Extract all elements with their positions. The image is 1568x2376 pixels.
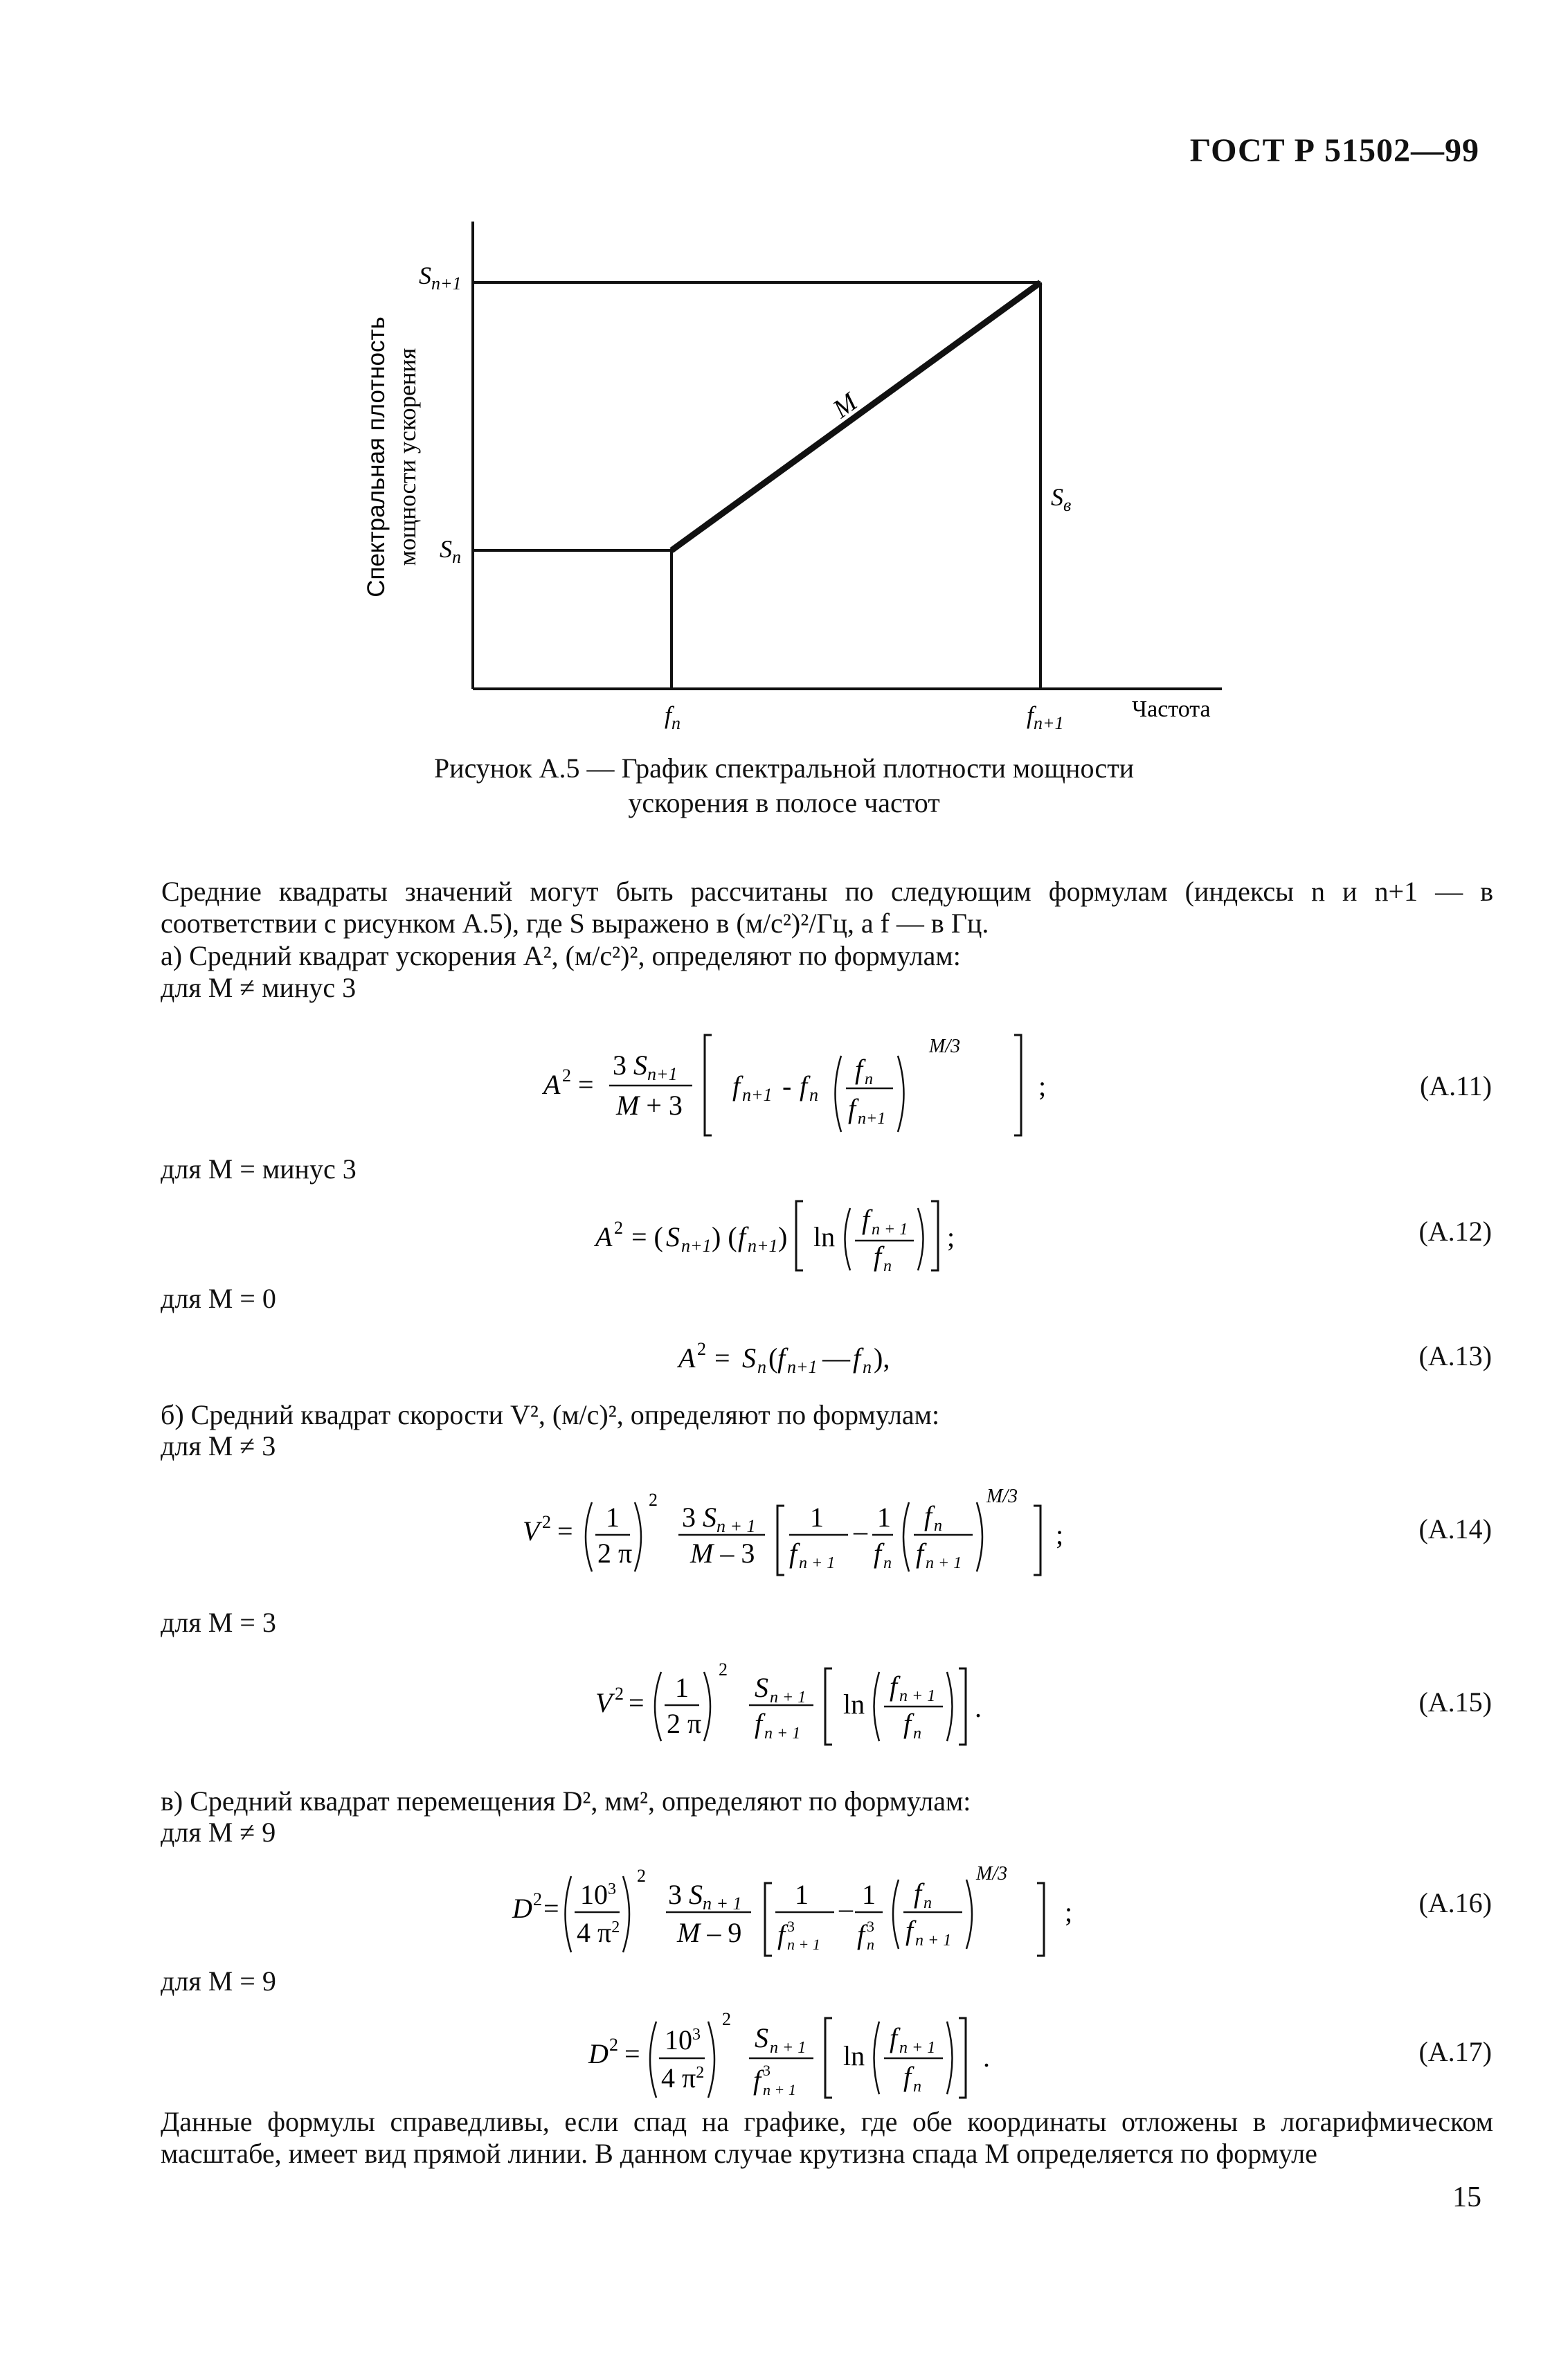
equation-number-a11: (А.11)	[1419, 1070, 1492, 1101]
svg-text:f: f	[732, 1070, 741, 1101]
svg-text:1: 1	[862, 1879, 876, 1910]
final-paragraph	[161, 2106, 1493, 2170]
svg-text:D: D	[588, 2038, 609, 2069]
svg-text:A: A	[595, 1221, 613, 1252]
intro-line1: Средние квадраты значений могут быть рассчитаны по следующим формулам (индексы n и n+1 — в	[161, 876, 1493, 907]
svg-text:n + 1: n + 1	[770, 1689, 806, 1707]
svg-text:f: f	[753, 2064, 762, 2096]
svg-text:f: f	[738, 1221, 746, 1252]
svg-text:n + 1: n + 1	[899, 2039, 936, 2057]
svg-text:f: f	[862, 1204, 870, 1235]
tick-label-s-n: $S_n$	[440, 535, 461, 567]
c-condition-1: для M ≠ 9	[161, 1817, 276, 1848]
svg-text:) (: ) (	[712, 1221, 737, 1252]
page-number: 15	[1452, 2181, 1481, 2213]
svg-text:2: 2	[719, 1659, 728, 1680]
svg-text:),: ),	[874, 1342, 890, 1374]
svg-text:S: S	[666, 1221, 680, 1252]
b-condition-2: для M = 3	[161, 1607, 276, 1638]
equation-number-a17: (А.17)	[1418, 2036, 1492, 2067]
svg-text:3 Sn + 1: 3 $S_{n + 1}$	[682, 1502, 756, 1536]
svg-text:S: S	[755, 2022, 768, 2053]
svg-text:n: n	[923, 1894, 932, 1912]
svg-text:–: –	[839, 1893, 853, 1924]
svg-text:n+1: n+1	[787, 1357, 818, 1377]
c-condition-2: для M = 9	[161, 1965, 276, 1997]
svg-text:103: $10^3$	[580, 1879, 616, 1910]
figure-caption	[0, 751, 1568, 820]
svg-text:): )	[778, 1221, 788, 1252]
svg-text:A: A	[543, 1069, 561, 1100]
annotation-s-v: $S_в$	[1051, 483, 1072, 515]
caption-line2: ускорения в полосе частот	[628, 787, 940, 818]
a-condition-1: для M ≠ минус 3	[161, 972, 357, 1003]
svg-text:f: f	[890, 1671, 898, 1702]
section-b-heading: б) Средний квадрат скорости V², (м/с)², определяют по формулам:	[161, 1399, 940, 1430]
svg-text:f: f	[777, 1342, 786, 1374]
svg-text:n+1: n+1	[681, 1236, 712, 1256]
svg-text:2 π: 2 π	[597, 1538, 633, 1569]
svg-text:2 π: 2 π	[667, 1708, 702, 1739]
svg-text:—: —	[822, 1342, 850, 1374]
svg-text:f: f	[890, 2022, 898, 2053]
a-condition-3: для M = 0	[161, 1283, 276, 1314]
svg-text:f: f	[857, 1919, 865, 1950]
svg-text:–: –	[854, 1515, 867, 1547]
final-line2: масштабе, имеет вид прямой линии. В данном случае крутизна спада M определяется по формуле	[161, 2138, 1317, 2169]
a-condition-2: для M = минус 3	[161, 1153, 357, 1185]
svg-text:;: ;	[1056, 1519, 1064, 1550]
svg-text:V: V	[523, 1515, 540, 1547]
svg-text:n: n	[809, 1085, 818, 1105]
section-c-heading: в) Средний квадрат перемещения D², мм², определяют по формулам:	[161, 1785, 971, 1817]
equation-number-a16: (А.16)	[1418, 1887, 1492, 1918]
equation-number-a14: (А.14)	[1418, 1513, 1492, 1545]
equation-number-a13: (А.13)	[1418, 1340, 1492, 1371]
equation-number-a12: (А.12)	[1418, 1216, 1492, 1247]
y-axis-label-line1: Спектральная плотность	[363, 316, 390, 597]
svg-text:f: f	[848, 1093, 856, 1124]
svg-text:n + 1: n + 1	[915, 1932, 952, 1950]
svg-text:2: 2	[637, 1866, 646, 1886]
svg-text:n + 1: n + 1	[763, 2081, 796, 2098]
svg-text:V: V	[595, 1687, 613, 1718]
svg-text:f: f	[924, 1500, 932, 1531]
svg-text:1: 1	[606, 1502, 620, 1533]
svg-text:2: 2	[614, 1218, 623, 1238]
svg-text:f: f	[916, 1538, 924, 1569]
equation-a11	[526, 1025, 1080, 1142]
equation-a12	[588, 1191, 1004, 1281]
svg-text:=: =	[714, 1342, 730, 1374]
svg-text:n: n	[863, 1357, 872, 1377]
final-line1: Данные формулы справедливы, если спад на графике, где обе координаты отложены в логарифмическом	[161, 2106, 1493, 2137]
svg-text:n + 1: n + 1	[872, 1221, 908, 1239]
svg-text:3: 3	[867, 1918, 874, 1935]
tick-label-f-n1: $f_{n+1}$	[1027, 701, 1064, 733]
svg-text:2: 2	[609, 2035, 618, 2055]
svg-text:f: f	[905, 1915, 914, 1946]
svg-text:n + 1: n + 1	[787, 1936, 820, 1953]
svg-text:ln: ln	[843, 1689, 865, 1720]
svg-text:n+1: n+1	[742, 1085, 773, 1105]
document-header: ГОСТ Р 51502—99	[1189, 132, 1479, 169]
svg-text:n: n	[883, 1554, 892, 1572]
svg-text:2: 2	[533, 1889, 542, 1909]
y-axis-label-line2: мощности ускорения	[394, 348, 421, 566]
svg-text:n: n	[913, 2078, 921, 2096]
svg-text:103: $10^3$	[665, 2024, 701, 2055]
svg-text:1: 1	[810, 1502, 824, 1533]
svg-text:n + 1: n + 1	[764, 1725, 801, 1743]
svg-text:;: ;	[947, 1221, 955, 1252]
svg-text:f: f	[874, 1538, 882, 1569]
svg-text:2: 2	[722, 2009, 731, 2029]
svg-text:f: f	[874, 1241, 882, 1272]
svg-text:=: =	[543, 1893, 559, 1924]
svg-text:= (: = (	[631, 1221, 663, 1252]
svg-text:D: D	[512, 1893, 532, 1924]
svg-text:3: 3	[763, 2062, 771, 2079]
svg-text:n: n	[867, 1936, 874, 1953]
caption-line1: Рисунок А.5 — График спектральной плотности мощности	[433, 753, 1135, 784]
svg-text:f: f	[903, 1708, 912, 1739]
svg-text:=: =	[578, 1069, 594, 1100]
svg-text:M – 3: M – 3	[690, 1538, 755, 1569]
svg-text:f: f	[914, 1878, 922, 1909]
svg-text:2: 2	[562, 1065, 571, 1086]
svg-text:1: 1	[675, 1672, 689, 1703]
svg-text:1: 1	[795, 1879, 809, 1910]
svg-text:M/3: M/3	[976, 1863, 1008, 1884]
svg-text:n + 1: n + 1	[899, 1687, 936, 1705]
svg-text:f: f	[800, 1070, 808, 1101]
x-axis-label: Частота	[1132, 696, 1211, 722]
svg-text:f: f	[755, 1708, 763, 1739]
svg-text:.: .	[983, 2042, 990, 2073]
section-a-heading: а) Средний квадрат ускорения A², (м/с²)², определяют по формулам:	[161, 940, 961, 971]
svg-text:M + 3: M + 3	[616, 1090, 683, 1121]
equation-number-a15: (А.15)	[1418, 1686, 1492, 1718]
svg-text:=: =	[629, 1687, 645, 1718]
slope-line-m	[672, 282, 1040, 550]
equation-a13	[672, 1333, 1018, 1381]
svg-text:S: S	[755, 1672, 768, 1703]
annotation-m: M	[827, 387, 863, 424]
svg-text:M/3: M/3	[929, 1036, 961, 1057]
svg-text:f: f	[777, 1919, 786, 1950]
svg-text:n: n	[757, 1357, 766, 1377]
svg-text:1: 1	[877, 1502, 891, 1533]
svg-text:n+1: n+1	[748, 1236, 778, 1256]
svg-text:f: f	[789, 1538, 797, 1569]
svg-text:2: 2	[697, 1339, 706, 1359]
intro-paragraph	[161, 876, 1493, 939]
tick-label-s-n1: $S_{n+1}$	[419, 262, 462, 294]
svg-text:f: f	[855, 1054, 863, 1085]
svg-text:M – 9: M – 9	[677, 1917, 742, 1948]
svg-text:ln: ln	[843, 2040, 865, 2071]
svg-text:n + 1: n + 1	[799, 1554, 836, 1572]
svg-text:4 π2: 4 $\pi^2$	[577, 1917, 620, 1948]
svg-text:(: (	[768, 1342, 778, 1374]
svg-text:3 Sn+1: 3 $S_{n+1}$	[613, 1050, 678, 1084]
equation-a15	[588, 1651, 1018, 1755]
svg-text:n: n	[934, 1517, 942, 1535]
svg-text:3 Sn + 1: 3 $S_{n + 1}$	[668, 1879, 742, 1914]
svg-text:n: n	[883, 1257, 892, 1275]
figure-a5-chart	[0, 0, 1568, 748]
svg-text:f: f	[853, 1342, 861, 1374]
svg-text:;: ;	[1038, 1070, 1047, 1101]
svg-text:-: -	[782, 1070, 792, 1101]
svg-text:M/3: M/3	[986, 1486, 1018, 1507]
svg-text:4 π2: 4 $\pi^2$	[661, 2062, 705, 2094]
equation-a17	[582, 1997, 1025, 2108]
svg-text:f: f	[903, 2061, 912, 2092]
svg-text:3: 3	[787, 1918, 795, 1935]
svg-text:;: ;	[1065, 1896, 1073, 1927]
svg-text:n + 1: n + 1	[770, 2039, 806, 2057]
tick-label-f-n: $f_n$	[665, 701, 681, 733]
svg-text:2: 2	[615, 1684, 624, 1704]
b-condition-1: для M ≠ 3	[161, 1430, 276, 1461]
intro-line2: соответствии с рисунком А.5), где S выражено в (м/с²)²/Гц, а f — в Гц.	[161, 908, 989, 939]
svg-text:n: n	[913, 1725, 921, 1743]
svg-text:.: .	[975, 1692, 982, 1723]
svg-text:n: n	[865, 1070, 873, 1088]
svg-text:n + 1: n + 1	[926, 1554, 962, 1572]
svg-text:S: S	[742, 1342, 756, 1374]
svg-text:n+1: n+1	[858, 1110, 886, 1128]
equation-a16	[505, 1855, 1101, 1966]
equation-a14	[516, 1478, 1083, 1589]
svg-text:=: =	[624, 2038, 640, 2069]
svg-text:ln: ln	[813, 1221, 836, 1252]
svg-text:2: 2	[649, 1490, 658, 1510]
svg-text:2: 2	[542, 1512, 551, 1532]
svg-text:=: =	[557, 1515, 573, 1547]
svg-text:A: A	[678, 1342, 696, 1374]
